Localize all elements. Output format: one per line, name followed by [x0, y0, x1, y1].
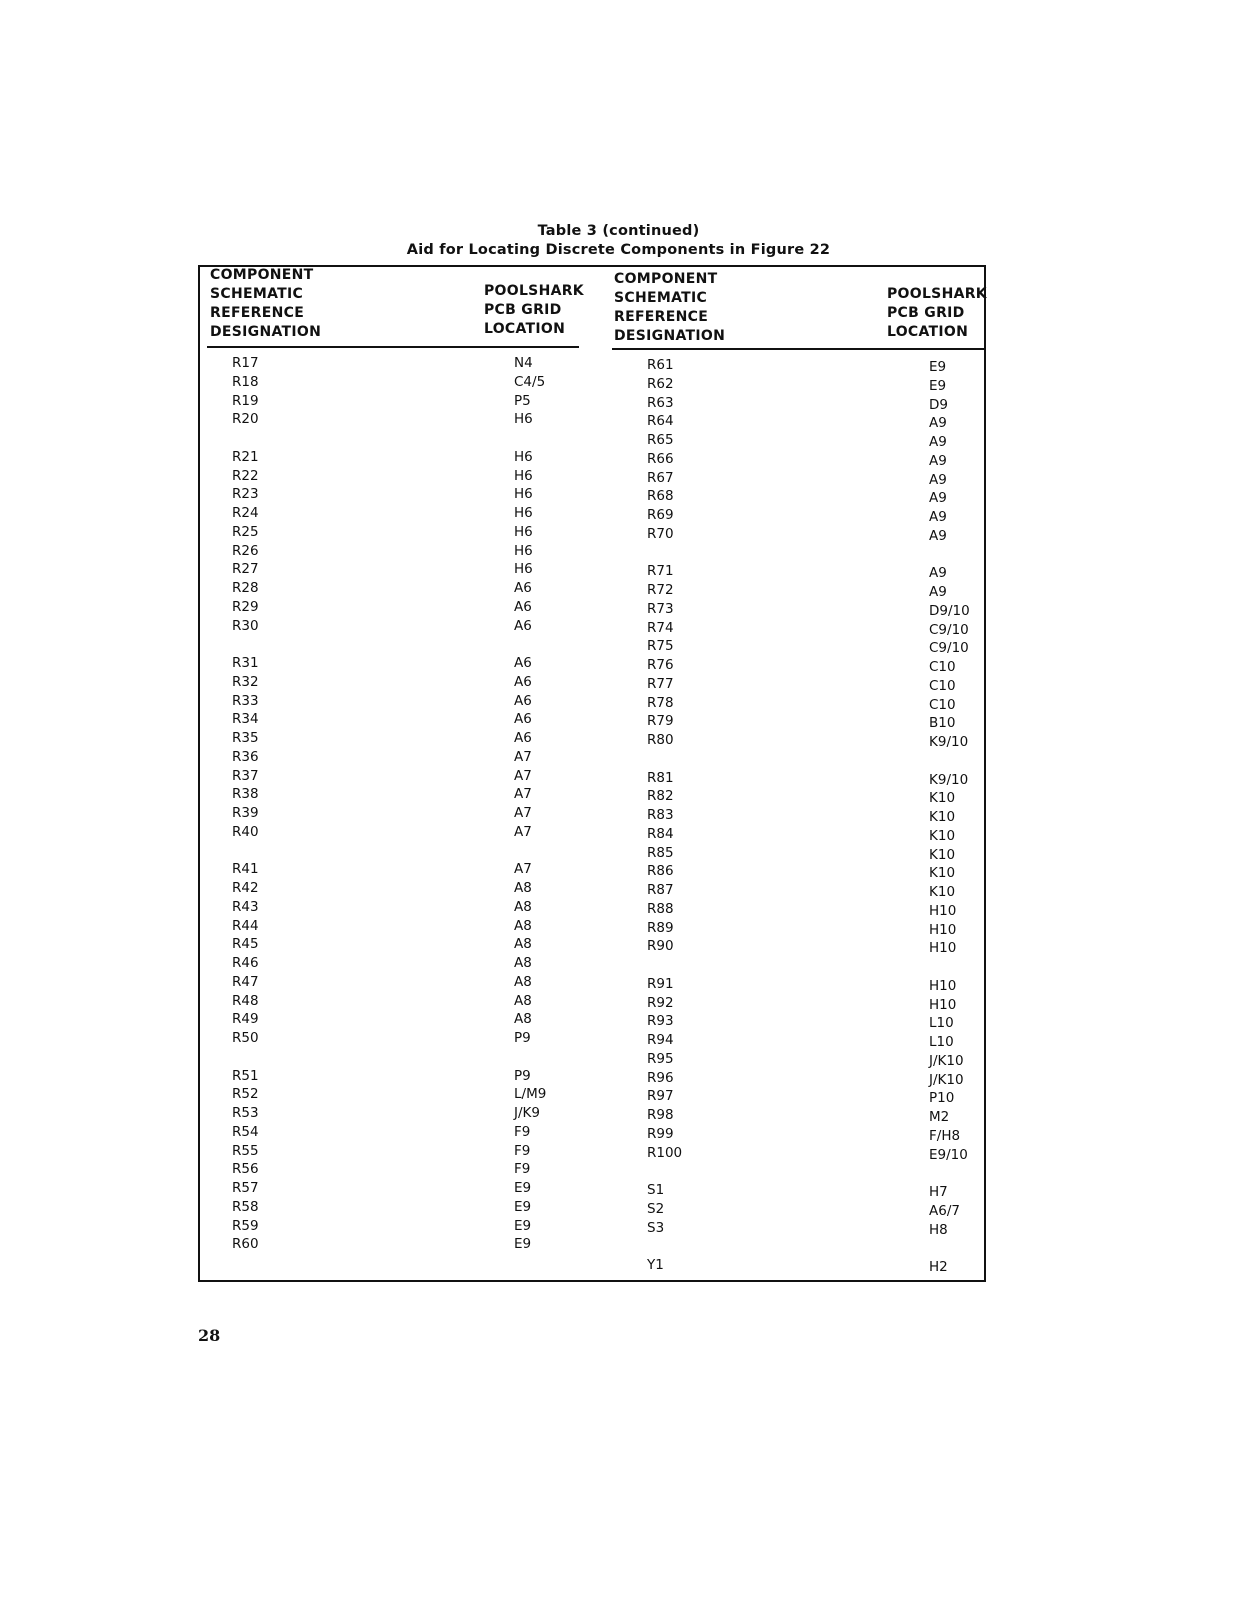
loc-cell: H2	[929, 1259, 948, 1275]
ref-cell: R45	[232, 936, 259, 953]
ref-cell: R48	[232, 992, 259, 1009]
right-header-rule	[612, 348, 986, 350]
ref-cell: S1	[647, 1182, 665, 1198]
loc-cell: L10	[929, 1015, 954, 1032]
loc-cell: A6	[514, 617, 532, 634]
header-line: PCB GRID	[484, 302, 562, 318]
loc-cell: E9	[514, 1236, 532, 1253]
loc-cell: H6	[514, 486, 533, 503]
loc-cell: D9	[929, 396, 948, 413]
ref-cell: R78	[647, 694, 674, 711]
loc-cell: A8	[514, 936, 532, 953]
loc-cell: D9/10	[929, 602, 970, 619]
loc-cell: H10	[929, 902, 957, 919]
loc-cell: J/K10	[929, 1052, 964, 1069]
loc-cell: A9	[929, 415, 947, 432]
loc-cell: H6	[514, 523, 533, 540]
ref-cell: R50	[232, 1030, 259, 1046]
ref-cell: R73	[647, 600, 674, 617]
loc-cell: A9	[929, 434, 947, 450]
loc-cell: E9/10	[929, 1146, 968, 1163]
ref-cell: R26	[232, 542, 259, 559]
ref-cell: R94	[647, 1032, 674, 1048]
ref-cell: R65	[647, 432, 674, 448]
ref-cell: R18	[232, 373, 259, 390]
loc-cell: A9	[929, 509, 947, 525]
ref-cell: R36	[232, 748, 259, 765]
ref-cell: R81	[647, 769, 674, 786]
ref-cell: R69	[647, 507, 674, 523]
header-line: SCHEMATIC	[210, 286, 304, 302]
ref-cell: R62	[647, 375, 674, 392]
loc-cell: A7	[514, 786, 532, 803]
ref-cell: R72	[647, 582, 674, 598]
loc-cell: A8	[514, 973, 532, 990]
loc-cell: A8	[514, 880, 532, 896]
ref-cell: R99	[647, 1125, 674, 1142]
loc-cell: K9/10	[929, 734, 969, 750]
ref-cell: R61	[647, 357, 674, 373]
ref-cell: R49	[232, 1011, 259, 1028]
table-title: Table 3 (continued)	[537, 223, 700, 239]
ref-cell: R54	[232, 1123, 259, 1140]
loc-cell: H10	[929, 977, 957, 994]
loc-cell: C10	[929, 659, 956, 675]
ref-cell: R17	[232, 355, 259, 371]
ref-cell: R25	[232, 523, 259, 540]
ref-cell: R71	[647, 563, 674, 580]
ref-cell: R98	[647, 1107, 674, 1123]
loc-cell: J/K10	[929, 1071, 964, 1088]
header-line: SCHEMATIC	[614, 290, 708, 306]
loc-cell: A6	[514, 692, 532, 709]
ref-cell: R93	[647, 1013, 674, 1030]
ref-cell: R57	[232, 1180, 259, 1196]
loc-cell: A8	[514, 955, 532, 971]
ref-cell: R67	[647, 469, 674, 486]
loc-cell: L/M9	[514, 1086, 547, 1103]
loc-cell: K10	[929, 809, 956, 825]
ref-cell: R100	[647, 1144, 683, 1161]
loc-cell: P5	[514, 392, 531, 409]
loc-cell: A7	[514, 823, 532, 840]
loc-cell: J/K9	[514, 1105, 540, 1121]
ref-cell: R92	[647, 994, 674, 1011]
loc-cell: A6	[514, 598, 532, 615]
loc-cell: A6	[514, 711, 532, 728]
loc-cell: B10	[929, 715, 956, 732]
loc-cell: A7	[514, 861, 532, 878]
ref-cell: R58	[232, 1198, 259, 1215]
ref-cell: R19	[232, 392, 259, 409]
ref-cell: R29	[232, 598, 259, 615]
ref-cell: R66	[647, 450, 674, 467]
loc-cell: E9	[929, 377, 947, 394]
loc-cell: K10	[929, 827, 956, 844]
loc-cell: K10	[929, 846, 956, 863]
header-line: DESIGNATION	[614, 328, 726, 344]
loc-cell: H6	[514, 561, 533, 578]
loc-cell: H7	[929, 1184, 948, 1200]
ref-cell: R63	[647, 394, 674, 411]
ref-cell: R83	[647, 807, 674, 823]
ref-cell: R51	[232, 1067, 259, 1084]
ref-cell: R97	[647, 1088, 674, 1105]
loc-cell: A9	[929, 565, 947, 582]
ref-cell: R86	[647, 863, 674, 880]
header-line: COMPONENT	[210, 267, 314, 283]
loc-cell: P9	[514, 1030, 531, 1046]
ref-cell: R84	[647, 825, 674, 842]
header-line: REFERENCE	[614, 309, 709, 325]
loc-cell: F9	[514, 1123, 531, 1140]
header-line: COMPONENT	[614, 271, 718, 287]
left-header-rule	[207, 346, 579, 348]
ref-cell: R40	[232, 823, 259, 840]
header-line: PCB GRID	[887, 305, 965, 321]
ref-cell: R55	[232, 1142, 259, 1159]
ref-cell: R20	[232, 411, 259, 428]
loc-cell: F9	[514, 1161, 531, 1178]
ref-cell: R80	[647, 732, 674, 748]
ref-cell: R60	[232, 1236, 259, 1253]
ref-cell: R75	[647, 638, 674, 655]
loc-cell: H10	[929, 996, 957, 1013]
ref-cell: R38	[232, 786, 259, 803]
ref-cell: R87	[647, 882, 674, 898]
ref-cell: R44	[232, 917, 259, 934]
loc-cell: L10	[929, 1034, 954, 1050]
ref-cell: Y1	[647, 1257, 664, 1273]
header-line: LOCATION	[484, 321, 566, 337]
loc-cell: F/H8	[929, 1127, 961, 1144]
ref-cell: R39	[232, 805, 259, 821]
ref-cell: R42	[232, 880, 259, 896]
loc-cell: H10	[929, 940, 957, 957]
ref-cell: R64	[647, 413, 674, 430]
ref-cell: R22	[232, 467, 259, 484]
table-caption	[0, 222, 1237, 260]
ref-cell: R56	[232, 1161, 259, 1178]
left-loc-header	[484, 282, 584, 339]
loc-cell: H6	[514, 411, 533, 428]
right-ref-header	[614, 270, 725, 346]
loc-cell: C10	[929, 696, 956, 713]
loc-cell: A7	[514, 748, 532, 765]
loc-cell: A7	[514, 805, 532, 821]
loc-cell: K10	[929, 790, 956, 807]
loc-cell: H6	[514, 467, 533, 484]
ref-cell: S3	[647, 1219, 665, 1236]
loc-cell: A6	[514, 673, 532, 690]
loc-cell: C9/10	[929, 640, 969, 657]
loc-cell: A9	[929, 527, 947, 544]
ref-cell: R33	[232, 692, 259, 709]
loc-cell: P10	[929, 1090, 955, 1107]
table-subtitle: Aid for Locating Discrete Components in Figure 22	[406, 242, 831, 258]
ref-cell: R88	[647, 900, 674, 917]
loc-cell: E9	[929, 359, 947, 375]
loc-cell: A7	[514, 767, 532, 784]
right-loc-header	[887, 285, 987, 342]
loc-cell: A8	[514, 1011, 532, 1028]
header-line: POOLSHARK	[484, 283, 584, 299]
table-frame	[198, 265, 986, 1282]
loc-cell: C9/10	[929, 621, 969, 638]
loc-cell: A8	[514, 992, 532, 1009]
header-line: LOCATION	[887, 324, 969, 340]
loc-cell: K10	[929, 884, 956, 900]
loc-cell: A9	[929, 471, 947, 488]
ref-cell: R70	[647, 525, 674, 542]
loc-cell: N4	[514, 355, 533, 371]
ref-cell: R31	[232, 655, 259, 671]
loc-cell: A6	[514, 655, 532, 671]
loc-cell: A6	[514, 580, 532, 596]
ref-cell: R43	[232, 898, 259, 915]
ref-cell: R77	[647, 675, 674, 692]
loc-cell: H10	[929, 921, 957, 938]
ref-cell: R32	[232, 673, 259, 690]
ref-cell: R35	[232, 730, 259, 746]
ref-cell: R91	[647, 975, 674, 992]
ref-cell: R89	[647, 919, 674, 936]
page-number: 28	[198, 1326, 221, 1345]
header-line: REFERENCE	[210, 305, 305, 321]
ref-cell: R41	[232, 861, 259, 878]
loc-cell: P9	[514, 1067, 531, 1084]
loc-cell: A6	[514, 730, 532, 746]
loc-cell: A6/7	[929, 1202, 960, 1219]
loc-cell: H6	[514, 448, 533, 465]
loc-cell: M2	[929, 1109, 950, 1125]
ref-cell: R21	[232, 448, 259, 465]
loc-cell: H8	[929, 1221, 948, 1238]
ref-cell: R68	[647, 488, 674, 505]
ref-cell: R24	[232, 505, 259, 521]
ref-cell: R76	[647, 657, 674, 673]
ref-cell: R95	[647, 1050, 674, 1067]
ref-cell: R96	[647, 1069, 674, 1086]
loc-cell: E9	[514, 1198, 532, 1215]
ref-cell: R47	[232, 973, 259, 990]
ref-cell: R90	[647, 938, 674, 955]
loc-cell: F9	[514, 1142, 531, 1159]
ref-cell: R52	[232, 1086, 259, 1103]
loc-cell: C10	[929, 677, 956, 694]
ref-cell: R34	[232, 711, 259, 728]
loc-cell: E9	[514, 1217, 532, 1234]
loc-cell: A9	[929, 452, 947, 469]
loc-cell: K9/10	[929, 771, 969, 788]
ref-cell: R79	[647, 713, 674, 730]
ref-cell: R59	[232, 1217, 259, 1234]
ref-cell: R85	[647, 844, 674, 861]
ref-cell: S2	[647, 1200, 665, 1217]
loc-cell: A9	[929, 584, 947, 600]
loc-cell: C4/5	[514, 373, 546, 390]
loc-cell: A8	[514, 898, 532, 915]
left-ref-header	[210, 266, 321, 342]
loc-cell: K10	[929, 865, 956, 882]
loc-cell: H6	[514, 505, 533, 521]
loc-cell: A8	[514, 917, 532, 934]
ref-cell: R53	[232, 1105, 259, 1121]
ref-cell: R37	[232, 767, 259, 784]
loc-cell: H6	[514, 542, 533, 559]
ref-cell: R27	[232, 561, 259, 578]
header-line: POOLSHARK	[887, 286, 987, 302]
ref-cell: R82	[647, 788, 674, 805]
ref-cell: R28	[232, 580, 259, 596]
ref-cell: R46	[232, 955, 259, 971]
ref-cell: R23	[232, 486, 259, 503]
loc-cell: E9	[514, 1180, 532, 1196]
ref-cell: R74	[647, 619, 674, 636]
ref-cell: R30	[232, 617, 259, 634]
header-line: DESIGNATION	[210, 324, 322, 340]
loc-cell: A9	[929, 490, 947, 507]
